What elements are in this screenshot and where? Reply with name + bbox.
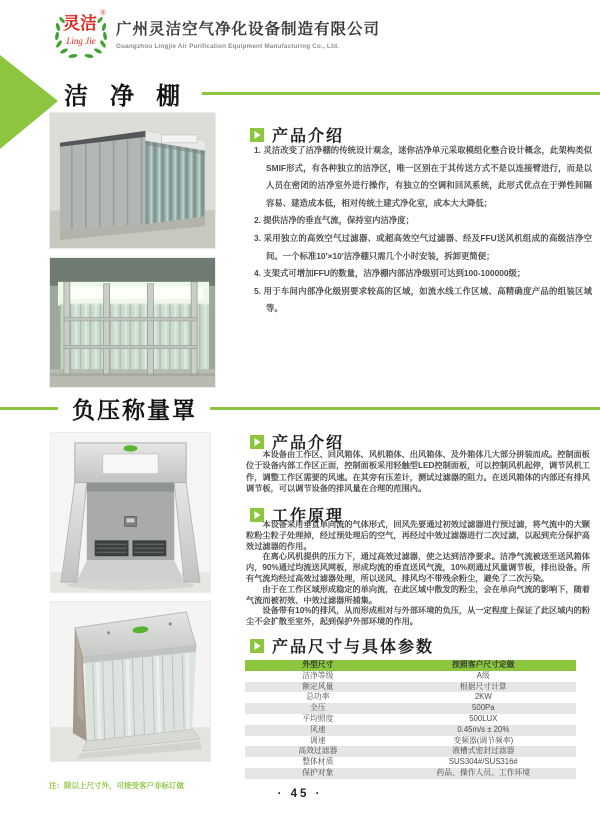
spec-value: 2KW bbox=[474, 692, 492, 702]
product-intro-list bbox=[254, 142, 592, 318]
title2-line-right bbox=[210, 407, 600, 410]
paragraph: 本设备采用垂直单向流的气体形式，回风先要通过初效过滤器进行预过滤，将气流中的大颗粒粉尘粒子处理掉，经过预处理后的空气，再经过中效过滤器进行二次过滤，以起到充分保护高效过滤器的作用。 bbox=[246, 520, 590, 551]
spec-row bbox=[245, 714, 576, 725]
spec-value: A级 bbox=[476, 670, 490, 680]
list-item: 4. 支架式可增加FFU的数量，洁净棚内部洁净级别可达到100-100000级； bbox=[254, 268, 526, 279]
paragraph: 设备带有10%的排风，从而形成相对与外部环境的负压，从一定程度上保证了此区域内的粉尘不会扩散至室外，起到保护外部环境的作用。 bbox=[246, 606, 590, 627]
paragraph: 在离心风机提供的压力下，通过高效过滤器，使之达到洁净要求。洁净气流被送至送风箱体内，90%通过均流送风网板，形成均流的垂直送风气流，10%则通过风量调节板，排出设备。所有气流均经过高效过滤器处理，所以送风、排风均不带残余粉尘，避免了二次污染。 bbox=[246, 552, 590, 583]
spec-row bbox=[245, 671, 576, 682]
company-name-cn: 广州灵洁空气净化设备制造有限公司 bbox=[116, 21, 381, 38]
spec-label: 调速 bbox=[310, 735, 326, 745]
section-heading-label: 工作原理 bbox=[272, 508, 345, 525]
custom-size-note: 注：除以上尺寸外，可接受客户非标订做 bbox=[49, 781, 184, 790]
chevron-right-icon bbox=[250, 128, 264, 142]
company-logo bbox=[48, 5, 114, 63]
title2-line-left bbox=[0, 407, 58, 410]
section-heading-label: 产品介绍 bbox=[272, 435, 345, 452]
spec-value: 药品、操作人员、工作环境 bbox=[436, 767, 531, 777]
spec-value: 根据尺寸计算 bbox=[459, 681, 507, 691]
company-name-block bbox=[116, 17, 380, 50]
list-item: 3. 采用独立的高效空气过滤器、或超高效空气过滤器、经及FFU送风机组成的高级洁净空间。一个标准10′×10′洁净棚只需几个小时安装，拆卸更简便； bbox=[254, 232, 592, 261]
company-name-en: Guangzhou Lingjie Air Purification Equipment Manufacturing Co., Ltd. bbox=[116, 43, 340, 50]
spec-label: 整体材质 bbox=[302, 757, 334, 767]
spec-row bbox=[245, 682, 576, 693]
spec-label: 高效过滤器 bbox=[298, 746, 338, 756]
logo-script: Ling Jie bbox=[66, 36, 96, 46]
list-item: 1. 灵洁改变了洁净棚的传统设计观念，迷你洁净单元采取模组化整合设计概念，此架构类似SMIF形式，有各种独立的洁净区，唯一区别在于其传送方式不是以连接臂进行，而是以人员在密闭的洁净室外进行操作，有独立的空调和回风系统，此形式优点在于弹性间隔容易、建造成本低，相对传统土建式净化室，成本大大降低； bbox=[254, 145, 592, 208]
paragraph: 本设备由工作区、回风箱体、风机箱体、出风箱体、及外箱体几大部分拼装而成。控制面板位于设备内部工作区正面，控制面板采用轻触型LED控制面板，可以控制风机起停，调节风机工作，调整工作区需要的风速。在其旁有压差计，测试过滤器的阻力。在送风箱体的内部还有排风调节板，可以调节设备的排风量在合理的范围内。 bbox=[246, 450, 590, 494]
spec-label: 风速 bbox=[310, 724, 326, 734]
spec-row bbox=[245, 703, 576, 714]
spec-label: 额定风量 bbox=[302, 681, 334, 691]
spec-table bbox=[245, 660, 576, 779]
spec-row bbox=[245, 746, 576, 757]
spec-row bbox=[245, 725, 576, 736]
spec-value: 变频器(调节频率) bbox=[453, 735, 514, 745]
clean-booth-photo-1 bbox=[49, 112, 216, 249]
spec-value: 500LUX bbox=[469, 713, 498, 723]
section-heading-label: 产品尺寸与具体参数 bbox=[272, 639, 435, 656]
section-heading-label: 产品介绍 bbox=[272, 128, 345, 145]
spec-table-heading bbox=[250, 634, 434, 657]
list-item: 5. 用于车间内部净化级别要求较高的区域，如流水线工作区域、高精确度产品的组装区域等。 bbox=[254, 285, 592, 314]
section2-title: 负压称量罩 bbox=[72, 398, 197, 423]
spec-header-row bbox=[245, 660, 576, 671]
spec-label: 平均照度 bbox=[302, 713, 334, 723]
spec-label: 保护对象 bbox=[302, 767, 334, 777]
spec-label: 全压 bbox=[310, 703, 326, 713]
spec-label: 洁净等级 bbox=[302, 670, 334, 680]
spec-row bbox=[245, 692, 576, 703]
spec-value: SUS304#/SUS316# bbox=[448, 757, 518, 767]
list-item: 2. 提供洁净的垂直气流，保持室内洁净度； bbox=[254, 215, 415, 226]
section1-title: 洁 净 棚 bbox=[64, 84, 188, 110]
logo-text: 灵洁 bbox=[63, 14, 97, 33]
spec-label: 总功率 bbox=[306, 692, 330, 702]
page-number: · 45 · bbox=[277, 788, 323, 800]
spec-value: 500Pa bbox=[472, 703, 495, 713]
title1-underline bbox=[202, 92, 600, 95]
chevron-right-icon bbox=[250, 435, 264, 449]
registered-mark-icon: ® bbox=[100, 10, 106, 17]
spec-header-label: 外型尺寸 bbox=[302, 660, 334, 669]
spec-row bbox=[245, 768, 576, 779]
working-principle-text bbox=[246, 520, 590, 628]
spec-row bbox=[245, 757, 576, 768]
chevron-right-icon bbox=[250, 639, 264, 653]
product-intro-paragraph bbox=[246, 449, 590, 495]
weighing-booth-photo-1 bbox=[50, 432, 211, 593]
spec-value: 0.45m/s ± 20% bbox=[457, 724, 510, 734]
spec-value: 液槽式密封过滤器 bbox=[452, 746, 515, 756]
spec-header-value: 按照客户尺寸定做 bbox=[452, 660, 515, 669]
spec-row bbox=[245, 736, 576, 747]
weighing-booth-photo-2 bbox=[50, 601, 211, 762]
clean-booth-photo-2 bbox=[49, 257, 216, 388]
paragraph: 由于在工作区域形成稳定的单向流，在此区域中散发的粉尘，会在单向气流的影响下，随着气流而被初效、中效过滤器所捕集。 bbox=[246, 584, 590, 605]
